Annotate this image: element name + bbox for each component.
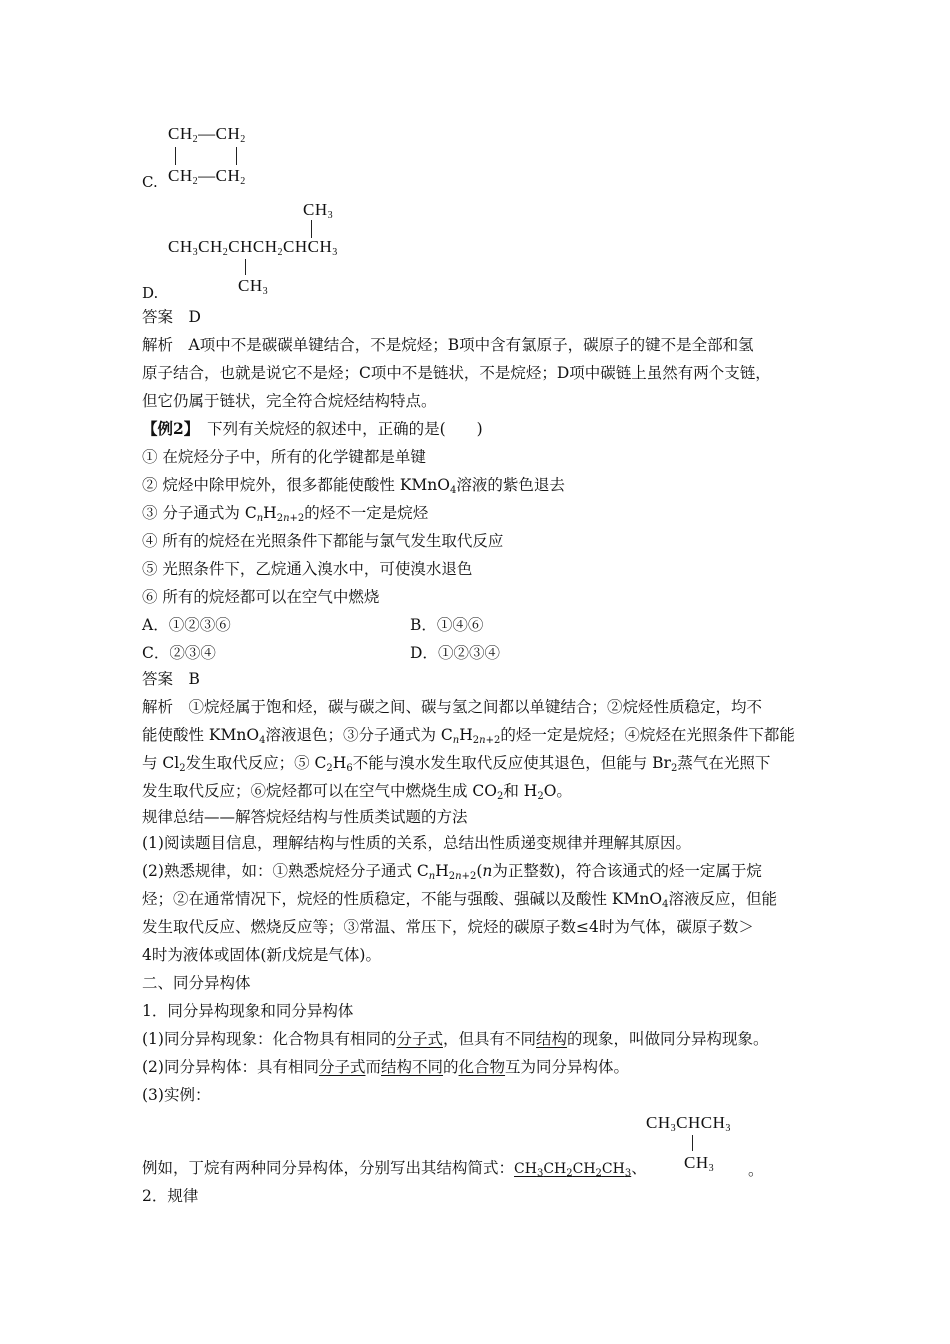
section-2-para-3: (3)实例： [142, 1086, 211, 1104]
answer-2: 答案 B [142, 670, 200, 688]
statement-5: ⑤ 光照条件下，乙烷通入溴水中，可使溴水退色 [142, 560, 473, 578]
section-2-sub-1: 1．同分异构现象和同分异构体 [142, 1002, 354, 1020]
section-2-para-2: (2)同分异构体：具有相同分子式而结构不同的化合物互为同分异构体。 [142, 1058, 630, 1076]
option-d-main-chain: $CH_3CH_2CHCH_2CHCH_3$ [168, 237, 338, 258]
summary-title: 规律总结——解答烷烃结构与性质类试题的方法 [142, 808, 468, 826]
isobutane-main-chain: $CH_3CHCH_3$ [646, 1113, 731, 1134]
section-2-para-4-end: 。 [748, 1161, 764, 1179]
statement-1: ① 在烷烃分子中，所有的化学键都是单键 [142, 448, 426, 466]
choice-c: C．②③④ [142, 644, 216, 662]
choice-d: D．①②③④ [410, 644, 500, 662]
statement-2: ② 烷烃中除甲烷外，很多都能使酸性 KMnO$_4$溶液的紫色退去 [142, 476, 565, 496]
section-2-para-4: 例如，丁烷有两种同分异构体，分别写出其结构简式：$CH_3CH_2CH_2CH_3$、 [142, 1159, 647, 1179]
analysis-2-line-1: 解析 ①烷烃属于饱和烃，碳与碳之间、碳与氢之间都以单键结合；②烷烃性质稳定，均不 [142, 698, 763, 716]
option-c-top-row: $CH_2—CH_2$ [168, 124, 246, 145]
statement-4: ④ 所有的烷烃在光照条件下都能与氯气发生取代反应 [142, 532, 504, 550]
option-c-bottom-row: $CH_2—CH_2$ [168, 166, 246, 187]
bond-vertical-top [311, 220, 312, 238]
summary-line-2: (2)熟悉规律，如：①熟悉烷烃分子通式 $C_nH_{2n+2}(n$为正整数)，符合该通式的烃一定属于烷 [142, 862, 762, 882]
isobutane-bond [692, 1135, 693, 1151]
section-2-para-1: (1)同分异构现象：化合物具有相同的分子式，但具有不同结构的现象，叫做同分异构现象。 [142, 1030, 769, 1048]
option-c-label: C. [142, 173, 158, 191]
summary-line-4: 发生取代反应、燃烧反应等；③常温、常压下，烷烃的碳原子数≤4时为气体，碳原子数＞ [142, 918, 754, 936]
choice-a: A．①②③⑥ [142, 616, 231, 634]
option-d-top-substituent: $CH_3$ [303, 200, 334, 221]
analysis-1-line-1: 解析 A项中不是碳碳单键结合，不是烷烃；B项中含有氯原子，碳原子的键不是全部和氢 [142, 336, 754, 354]
analysis-2-line-3: 与 $Cl_2$发生取代反应；⑤ $C_2H_6$不能与溴水发生取代反应使其退色，但能与 $Br_2$蒸气在光照下 [142, 754, 771, 774]
section-2-heading: 二、同分异构体 [142, 974, 251, 992]
analysis-1-line-3: 但它仍属于链状，完全符合烷烃结构特点。 [142, 392, 437, 410]
choice-b: B．①④⑥ [410, 616, 484, 634]
bond-vertical-left [175, 147, 176, 165]
summary-line-5: 4时为液体或固体(新戊烷是气体)。 [142, 946, 381, 964]
summary-line-3: 烃；②在通常情况下，烷烃的性质稳定，不能与强酸、强碱以及酸性 KMnO$_4$溶液反应，但能 [142, 890, 777, 910]
analysis-1-line-2: 原子结合，也就是说它不是烃；C项中不是链状，不是烷烃；D项中碳链上虽然有两个支链， [142, 364, 771, 382]
statement-6: ⑥ 所有的烷烃都可以在空气中燃烧 [142, 588, 380, 606]
bond-vertical-bottom [245, 259, 246, 275]
analysis-2-line-4: 发生取代反应；⑥烷烃都可以在空气中燃烧生成 $CO_2$和 $H_2O$。 [142, 782, 572, 802]
option-d-bottom-substituent: $CH_3$ [238, 276, 269, 297]
bond-vertical-right [236, 147, 237, 165]
summary-line-1: (1)阅读题目信息，理解结构与性质的关系，总结出性质递变规律并理解其原因。 [142, 834, 691, 852]
example-2-question: 【例2】 下列有关烷烃的叙述中，正确的是( ) [142, 419, 483, 438]
answer-1: 答案 D [142, 308, 201, 326]
section-2-sub-2: 2．规律 [142, 1187, 199, 1205]
option-d-label: D. [142, 284, 159, 302]
statement-3: ③ 分子通式为 $C_nH_{2n+2}$的烃不一定是烷烃 [142, 504, 429, 524]
analysis-2-line-2: 能使酸性 KMnO$_4$溶液退色；③分子通式为 $C_nH_{2n+2}$的烃一定是烷烃；④烷烃在光照条件下都能 [142, 726, 795, 746]
isobutane-substituent: $CH_3$ [684, 1153, 715, 1174]
